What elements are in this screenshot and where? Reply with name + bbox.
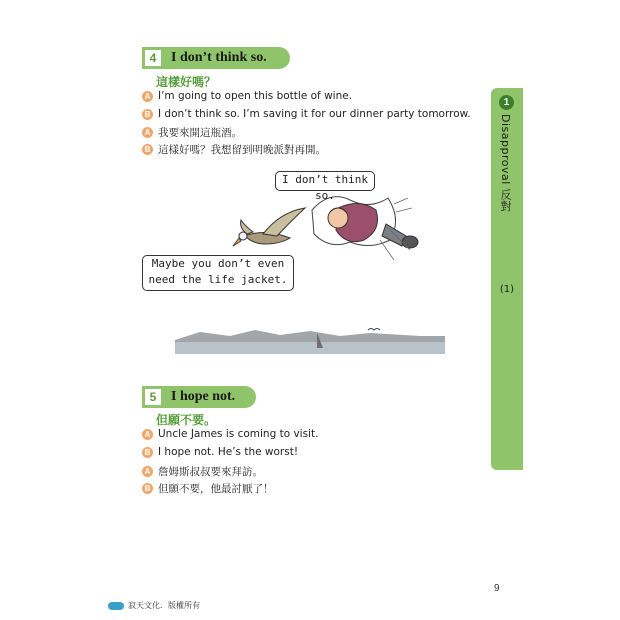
falling-man — [312, 197, 418, 260]
mountains — [175, 330, 445, 342]
dialogue-text: Uncle James is coming to visit. — [158, 428, 319, 440]
bubble-line: need the life jacket. — [148, 273, 288, 286]
seagull — [233, 208, 305, 246]
dialogue-text: 詹姆斯叔叔要來拜訪。 — [158, 466, 263, 478]
section-number: 4 — [145, 50, 161, 66]
section-number: 5 — [145, 389, 161, 405]
speaker-a-badge: A — [142, 127, 153, 138]
speech-bubble-bottom — [142, 255, 294, 291]
dialogue-line — [142, 481, 274, 496]
speech-bubble-top: I don’t think so. — [275, 171, 375, 191]
chapter-number: 1 — [499, 95, 514, 110]
distant-bird — [368, 329, 380, 331]
dialogue-line — [142, 125, 242, 140]
section-title: I don’t think so. — [171, 50, 267, 65]
dialogue-line — [142, 108, 471, 120]
dialogue-text: 這樣好嗎？我想留到明晚派對再開。 — [158, 144, 326, 156]
dialogue-line — [142, 142, 326, 157]
dialogue-text: I don’t think so. I’m saving it for our dinner party tomorrow. — [158, 108, 471, 120]
dialogue-line — [142, 464, 263, 479]
chapter-side-tab — [491, 88, 523, 470]
footer — [108, 600, 200, 611]
water — [175, 342, 445, 354]
chapter-sub-label: (1) — [499, 284, 515, 295]
dialogue-text: I’m going to open this bottle of wine. — [158, 90, 353, 102]
section-subtitle: 這樣好嗎？ — [156, 75, 217, 89]
speaker-b-badge: B — [142, 483, 153, 494]
speaker-b-badge: B — [142, 109, 153, 120]
bubble-line: Maybe you don’t even — [151, 257, 285, 270]
dialogue-text: I hope not. He’s the worst! — [158, 446, 299, 458]
speaker-b-badge: B — [142, 447, 153, 458]
section-subtitle: 但願不要。 — [156, 413, 217, 427]
section-title: I hope not. — [171, 389, 236, 404]
chapter-label: Disapproval 反對 — [499, 114, 512, 212]
dialogue-text: 我要來開這瓶酒。 — [158, 127, 242, 139]
page-number: 9 — [494, 583, 500, 594]
speaker-b-badge: B — [142, 144, 153, 155]
speaker-a-badge: A — [142, 91, 153, 102]
dialogue-text: 但願不要，他最討厭了！ — [158, 483, 274, 495]
section-4-header — [142, 47, 290, 69]
speaker-a-badge: A — [142, 466, 153, 477]
dialogue-line — [142, 446, 298, 458]
dialogue-line — [142, 428, 318, 440]
publisher-logo-icon — [108, 602, 124, 610]
footer-text: 寂天文化．版權所有 — [128, 601, 200, 610]
speaker-a-badge: A — [142, 429, 153, 440]
dialogue-line — [142, 90, 352, 102]
section-5-header — [142, 386, 256, 408]
